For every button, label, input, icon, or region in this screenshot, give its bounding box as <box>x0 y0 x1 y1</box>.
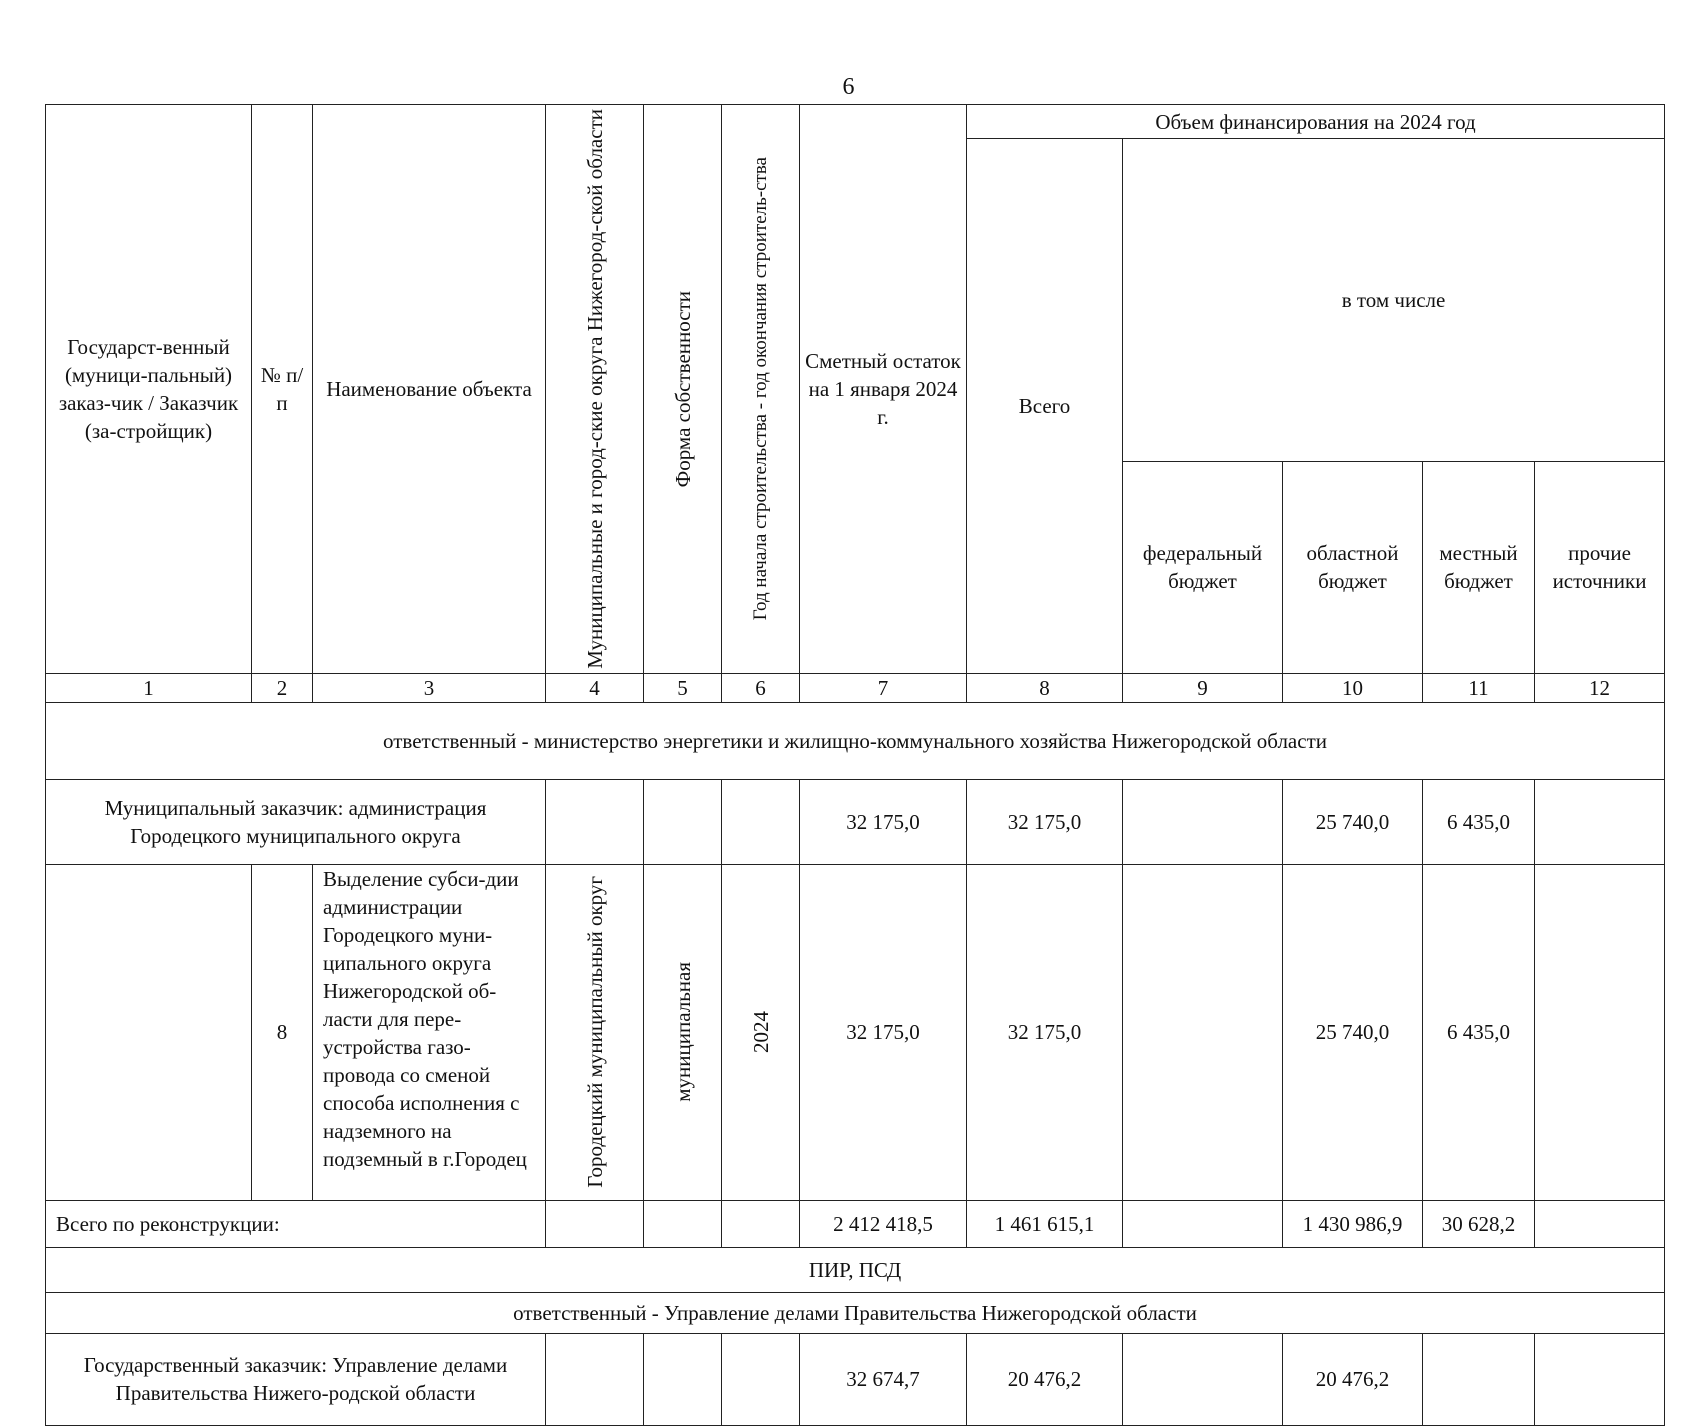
section1-title: ответственный - министерство энергетики и жилищно-коммунального хозяйства Нижегородской области <box>46 702 1665 779</box>
section2-customer-name: Государственный заказчик: Управление делами Правительства Нижего-родской области <box>46 1333 546 1425</box>
header-num: № п/п <box>252 105 313 674</box>
section1-customer-total: 32 175,0 <box>967 779 1123 864</box>
header-municipal-text: Муниципальные и город-ские округа Нижегород-ской области <box>582 109 607 669</box>
section1-customer-regional: 25 740,0 <box>1283 779 1423 864</box>
table-row <box>46 1333 1665 1425</box>
object-estimate: 32 175,0 <box>800 864 967 1200</box>
header-ownership <box>644 105 722 674</box>
object-years-text: 2024 <box>748 1011 773 1054</box>
section2-title: ответственный - Управление делами Правительства Нижегородской области <box>46 1292 1665 1333</box>
header-estimate: Сметный остаток на 1 января 2024 г. <box>800 105 967 674</box>
header-object-name: Наименование объекта <box>313 105 546 674</box>
header-total: Всего <box>967 139 1123 674</box>
table-row <box>46 864 1665 1200</box>
column-number: 5 <box>644 673 722 702</box>
total-row-regional: 1 430 986,9 <box>1283 1200 1423 1247</box>
header-local: местный бюджет <box>1423 461 1535 673</box>
column-number: 4 <box>546 673 644 702</box>
column-number: 2 <box>252 673 313 702</box>
object-description: Выделение субси-дии администрации Городецкого муни-ципального округа Нижегородской об-ласти для пере-устройства газо-провода со сменой способа исполнения с надземного на подземный в г.Городец <box>313 864 546 1200</box>
column-number: 11 <box>1423 673 1535 702</box>
column-number: 3 <box>313 673 546 702</box>
total-row-total: 1 461 615,1 <box>967 1200 1123 1247</box>
header-including: в том числе <box>1123 139 1665 462</box>
header-ownership-text: Форма собственности <box>670 290 695 488</box>
header-years-text: Год начала строительства - год окончания строитель-ства <box>749 157 771 621</box>
page-number: 6 <box>842 74 855 100</box>
section1-customer-local: 6 435,0 <box>1423 779 1535 864</box>
table-row <box>46 779 1665 864</box>
column-number: 10 <box>1283 673 1423 702</box>
object-num: 8 <box>252 864 313 1200</box>
column-number: 9 <box>1123 673 1283 702</box>
column-number: 8 <box>967 673 1123 702</box>
object-ownership-text: муниципальная <box>670 962 695 1103</box>
object-municipal <box>546 864 644 1200</box>
object-total: 32 175,0 <box>967 864 1123 1200</box>
object-municipal-text: Городецкий муниципальный округ <box>582 876 607 1189</box>
section2-heading: ПИР, ПСД <box>46 1247 1665 1292</box>
column-number: 7 <box>800 673 967 702</box>
section2-customer-total: 20 476,2 <box>967 1333 1123 1425</box>
column-number-row <box>46 673 1665 702</box>
table-row <box>46 1200 1665 1247</box>
object-local: 6 435,0 <box>1423 864 1535 1200</box>
section2-customer-regional: 20 476,2 <box>1283 1333 1423 1425</box>
section1-customer-estimate: 32 175,0 <box>800 779 967 864</box>
header-funding-group: Объем финансирования на 2024 год <box>967 105 1665 139</box>
header-municipal <box>546 105 644 674</box>
column-number: 1 <box>46 673 252 702</box>
section1-customer-name: Муниципальный заказчик: администрация Городецкого муниципального округа <box>46 779 546 864</box>
column-number: 12 <box>1535 673 1665 702</box>
column-number: 6 <box>722 673 800 702</box>
total-row-estimate: 2 412 418,5 <box>800 1200 967 1247</box>
total-row-label: Всего по реконструкции: <box>46 1200 546 1247</box>
total-row-local: 30 628,2 <box>1423 1200 1535 1247</box>
header-customer: Государст-венный (муници-пальный) заказ-чик / Заказчик (за-стройщик) <box>46 105 252 674</box>
header-other: прочие источники <box>1535 461 1665 673</box>
object-years <box>722 864 800 1200</box>
funding-table <box>45 104 1665 1426</box>
section2-customer-estimate: 32 674,7 <box>800 1333 967 1425</box>
object-regional: 25 740,0 <box>1283 864 1423 1200</box>
header-federal: федеральный бюджет <box>1123 461 1283 673</box>
header-years <box>722 105 800 674</box>
header-regional: областной бюджет <box>1283 461 1423 673</box>
object-ownership <box>644 864 722 1200</box>
